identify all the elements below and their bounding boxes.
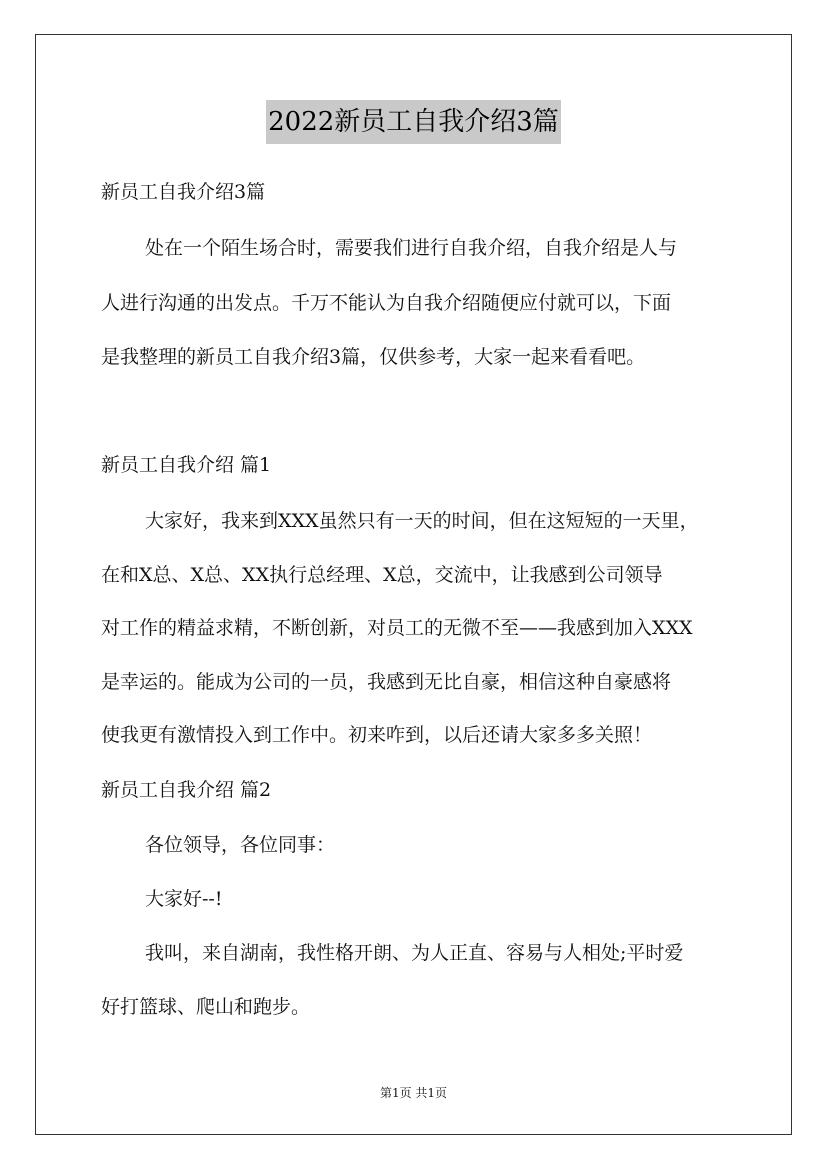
paragraph-line: 好打篮球、爬山和跑步。 xyxy=(101,996,311,1018)
page-number-footer: 第1页 共1页 xyxy=(379,1086,448,1100)
paragraph-line: 处在一个陌生场合时，需要我们进行自我介绍，自我介绍是人与 xyxy=(145,237,678,259)
document-title: 2022新员工自我介绍3篇 xyxy=(266,100,561,144)
paragraph-line: 各位领导，各位同事： xyxy=(145,834,336,856)
paragraph-line: 在和X总、X总、XX执行总经理、X总，交流中，让我感到公司领导 xyxy=(101,564,663,586)
paragraph-line: 使我更有激情投入到工作中。初来咋到，以后还请大家多多关照！ xyxy=(101,724,653,746)
paragraph-line: 是幸运的。能成为公司的一员，我感到无比自豪，相信这种自豪感将 xyxy=(101,671,672,693)
paragraph-line: 大家好--! xyxy=(145,888,223,910)
section-heading: 新员工自我介绍 篇1 xyxy=(101,454,272,476)
paragraph-line: 我叫，来自湖南，我性格开朗、为人正直、容易与人相处;平时爱 xyxy=(145,942,684,964)
section-heading: 新员工自我介绍 篇2 xyxy=(101,779,272,801)
paragraph-line: 对工作的精益求精，不断创新，对员工的无微不至——我感到加入XXX xyxy=(101,617,693,639)
heading-line: 新员工自我介绍3篇 xyxy=(101,181,266,203)
paragraph-line: 人进行沟通的出发点。千万不能认为自我介绍随便应付就可以，下面 xyxy=(101,292,672,314)
paragraph-line: 大家好，我来到XXX虽然只有一天的时间，但在这短短的一天里， xyxy=(145,510,699,532)
paragraph-line: 是我整理的新员工自我介绍3篇，仅供参考，大家一起来看看吧。 xyxy=(101,346,646,368)
title-container xyxy=(0,100,827,144)
